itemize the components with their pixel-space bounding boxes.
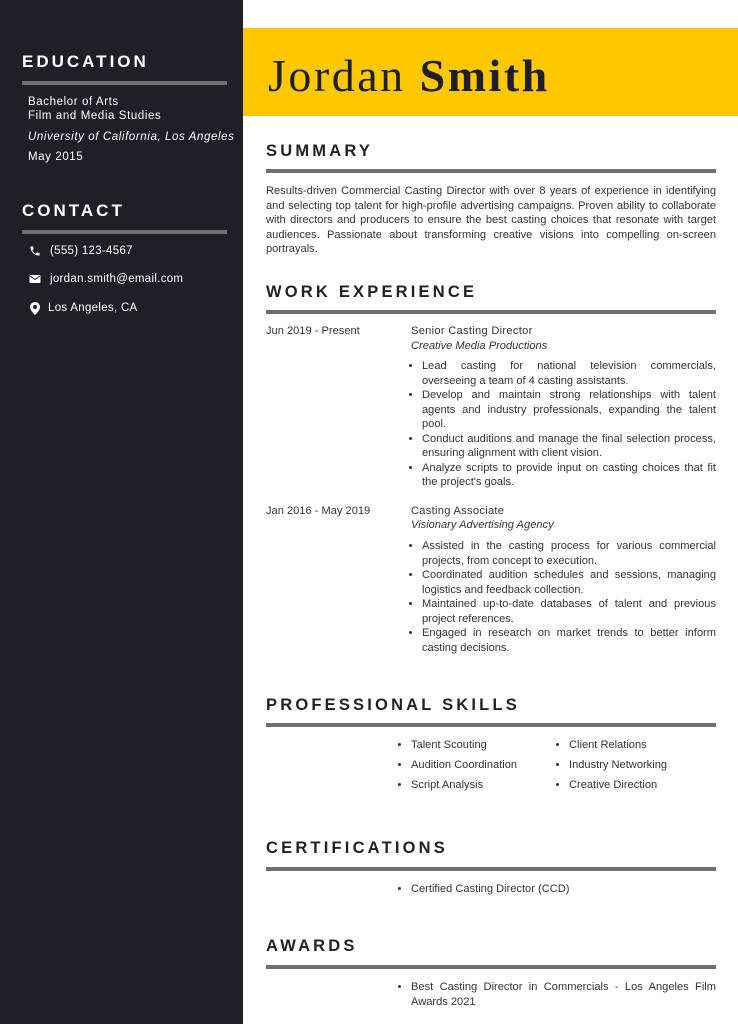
education-school: University of California, Los Angeles	[28, 131, 235, 143]
duty-item: • Analyze scripts to provide input on casting choices that fit the project's goals.	[422, 461, 716, 490]
duty-item: • Conduct auditions and manage the final selection process, ensuring alignment with client vision.	[422, 432, 716, 461]
awards-heading: AWARDS	[266, 937, 358, 955]
skill-item: • Creative Direction	[569, 775, 667, 795]
duty-item: • Develop and maintain strong relationships with talent agents and industry professionals, expanding the talent pool.	[422, 388, 716, 432]
certifications-list	[397, 882, 716, 897]
certifications-divider	[266, 867, 716, 871]
skill-item: • Client Relations	[569, 735, 667, 755]
duty-item: • Assisted in the casting process for various commercial projects, from concept to execution.	[422, 539, 716, 568]
certification-item: • Certified Casting Director (CCD)	[411, 882, 716, 897]
skill-item: • Script Analysis	[411, 775, 517, 795]
education-divider	[22, 81, 227, 85]
sidebar	[0, 0, 243, 1024]
duty-item: • Engaged in research on market trends to better inform casting decisions.	[422, 626, 716, 655]
envelope-icon	[28, 272, 42, 286]
location-text: Los Angeles, CA	[48, 302, 138, 314]
contact-heading: CONTACT	[22, 201, 125, 220]
awards-list	[397, 980, 716, 1009]
skill-item: • Talent Scouting	[411, 735, 517, 755]
skill-item: • Audition Coordination	[411, 755, 517, 775]
experience-heading: WORK EXPERIENCE	[266, 283, 478, 301]
duty-item: • Maintained up-to-date databases of talent and previous project references.	[422, 597, 716, 626]
certifications-heading: CERTIFICATIONS	[266, 839, 448, 857]
job-company: Creative Media Productions	[411, 340, 548, 352]
summary-divider	[266, 169, 716, 173]
contact-phone[interactable]	[28, 243, 133, 259]
education-heading: EDUCATION	[22, 52, 149, 71]
map-pin-icon	[28, 301, 42, 315]
phone-icon	[28, 244, 42, 258]
award-item: • Best Casting Director in Commercials - Los Angeles Film Awards 2021	[411, 980, 716, 1009]
experience-divider	[266, 310, 716, 314]
awards-divider	[266, 965, 716, 969]
skill-item: • Industry Networking	[569, 755, 667, 775]
job-duties	[411, 539, 716, 655]
phone-text: (555) 123-4567	[50, 245, 133, 257]
skills-column-2	[555, 735, 667, 795]
name-banner	[243, 28, 738, 116]
skills-column-1	[397, 735, 517, 795]
full-name	[268, 50, 550, 101]
contact-divider	[22, 230, 227, 234]
job-duties	[411, 359, 716, 490]
job-title: Senior Casting Director	[411, 325, 533, 337]
email-text: jordan.smith@email.com	[50, 273, 184, 285]
education-field: Film and Media Studies	[28, 110, 162, 122]
summary-text: Results-driven Commercial Casting Director with over 8 years of experience in identifying and selecting top talent for high-profile advertising campaigns. Proven ability to collaborate with directors and producers to ensure the best casting choices that resonate with target audiences. Passionate about transforming creative visions into compelling on-screen portrayals.	[266, 185, 716, 256]
job-dates: Jan 2016 - May 2019	[266, 505, 371, 517]
duty-item: • Lead casting for national television commercials, overseeing a team of 4 casting assistants.	[422, 359, 716, 388]
job-title: Casting Associate	[411, 505, 505, 517]
skills-heading: PROFESSIONAL SKILLS	[266, 696, 520, 714]
last-name: Smith	[419, 50, 550, 101]
job-company: Visionary Advertising Agency	[411, 519, 554, 531]
contact-location	[28, 300, 138, 316]
education-degree: Bachelor of Arts	[28, 96, 119, 108]
summary-heading: SUMMARY	[266, 142, 374, 160]
contact-email[interactable]	[28, 271, 183, 287]
duty-item: • Coordinated audition schedules and sessions, managing logistics and feedback collection.	[422, 568, 716, 597]
job-dates: Jun 2019 - Present	[266, 325, 360, 337]
first-name: Jordan	[268, 50, 406, 101]
skills-divider	[266, 723, 716, 727]
education-date: May 2015	[28, 151, 84, 163]
